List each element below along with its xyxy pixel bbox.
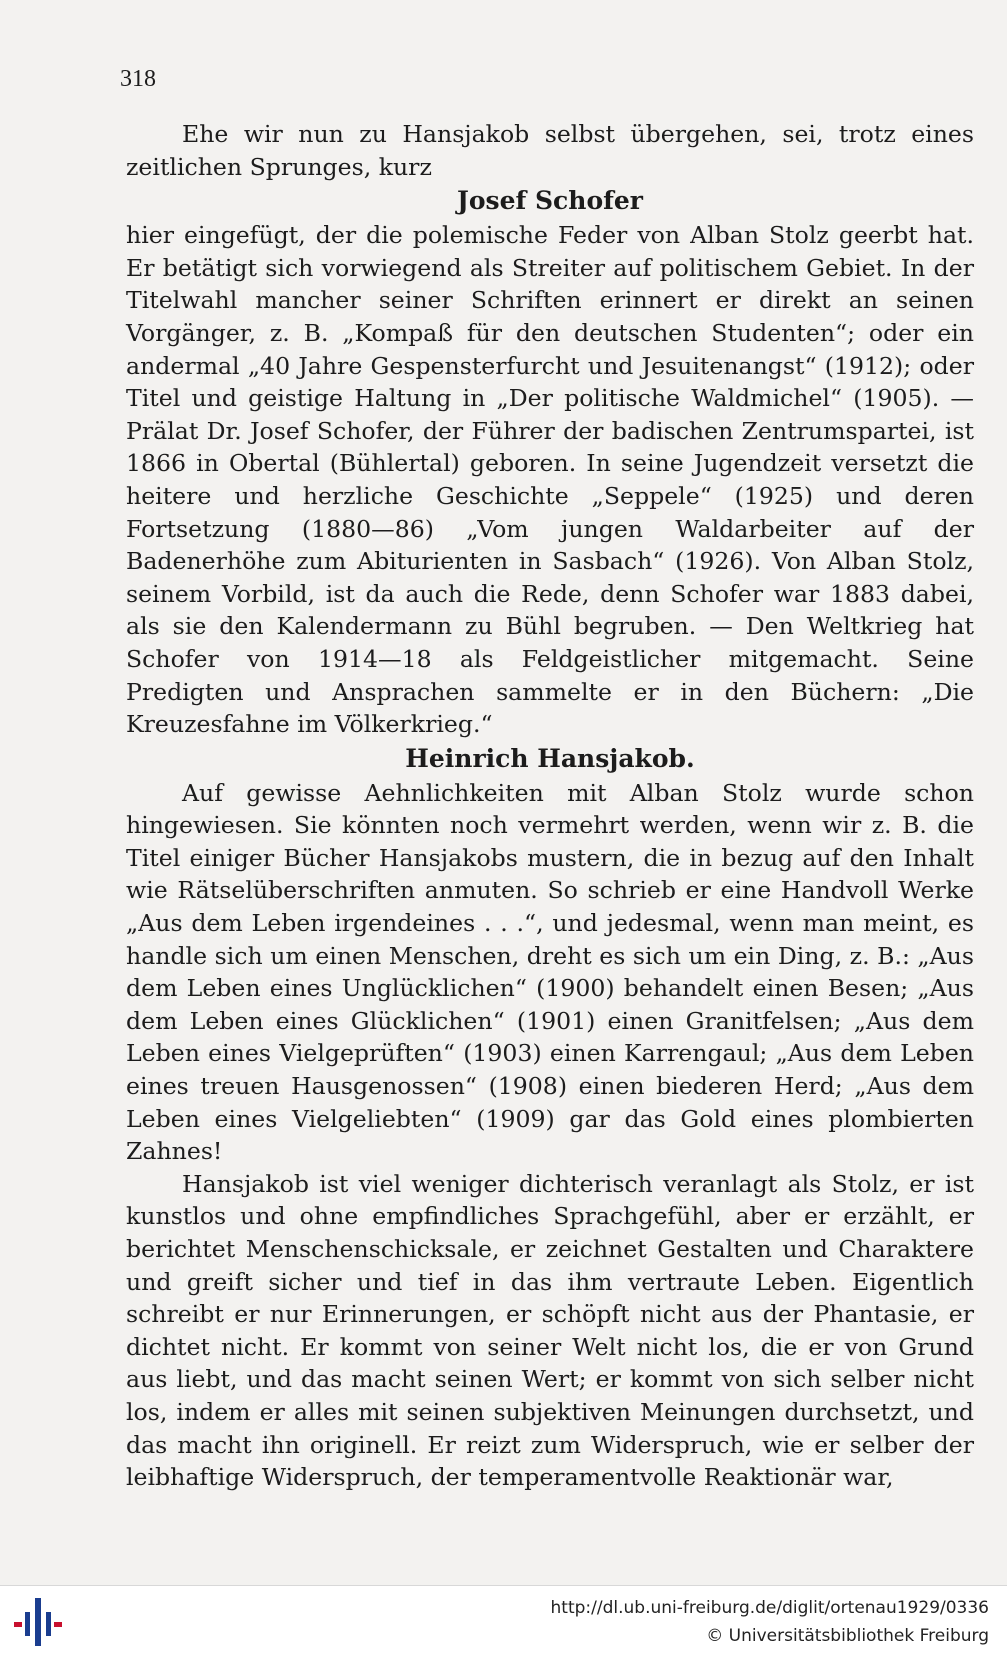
page-body [126, 118, 974, 1494]
section-heading-schofer: Josef Schofer [457, 186, 643, 216]
library-footer [0, 1585, 1007, 1657]
paragraph-hansjakob-style: Hansjakob ist viel weniger dichterisch veranlagt als Stolz, er ist kunstlos und ohne empfindliches Sprachgefühl, aber er erzählt, er berichtet Menschenschicksale, er zeichnet Gestalten und Charaktere und greift sicher und tief in das ihm vertraute Leben. Eigentlich schreibt er nur Erinnerungen, er schöpft nicht aus der Phantasie, er dichtet nicht. Er kommt von seiner Welt nicht los, die er von Grund aus liebt, und das macht seinen Wert; er kommt von sich selber nicht los, indem er alles mit seinen subjektiven Meinungen durchsetzt, und das macht ihn originell. Er reizt zum Widerspruch, wie er selber der leibhaftige Widerspruch, der temperamentvolle Reaktionär war, [126, 1169, 974, 1492]
page-number: 318 [120, 66, 156, 92]
copyright-notice: © Universitätsbibliothek Freiburg [706, 1626, 989, 1646]
section-heading-hansjakob: Heinrich Hansjakob. [405, 743, 695, 773]
library-logo-icon [8, 1594, 68, 1650]
paragraph-intro: Ehe wir nun zu Hansjakob selbst übergehen, sei, trotz eines zeitlichen Sprunges, kurz [126, 120, 974, 181]
paragraph-schofer: hier eingefügt, der die polemische Feder von Alban Stolz geerbt hat. Er betätigt sich vorwiegend als Streiter auf politischem Gebiet. In der Titelwahl mancher seiner Schriften erinnert er direkt an seinen Vorgänger, z. B. „Kompaß für den deutschen Studenten“; oder ein andermal „40 Jahre Gespensterfurcht und Jesuitenangst“ (1912); oder Titel und geistige Haltung in „Der politische Waldmichel“ (1905). — Prälat Dr. Josef Schofer, der Führer der badischen Zentrumspartei, ist 1866 in Obertal (Bühlertal) geboren. In seine Jugendzeit versetzt die heitere und herzliche Geschichte „Seppele“ (1925) und deren Fortsetzung (1880—86) „Vom jungen Waldarbeiter auf der Badenerhöhe zum Abiturienten in Sasbach“ (1926). Von Alban Stolz, seinem Vorbild, ist da auch die Rede, denn Schofer war 1883 dabei, als sie den Kalendermann zu Bühl begruben. — Den Weltkrieg hat Schofer von 1914—18 als Feldgeistlicher mitgemacht. Seine Predigten und Ansprachen sammelte er in den Büchern: „Die Kreuzesfahne im Völkerkrieg.“ [126, 221, 974, 739]
source-url-link[interactable]: http://dl.ub.uni-freiburg.de/diglit/ortenau1929/0336 [550, 1598, 989, 1618]
paragraph-hansjakob-titles: Auf gewisse Aehnlichkeiten mit Alban Stolz wurde schon hingewiesen. Sie könnten noch vermehrt werden, wenn wir z. B. die Titel einiger Bücher Hansjakobs mustern, die in bezug auf den Inhalt wie Rätselüberschriften anmuten. So schrieb er eine Handvoll Werke „Aus dem Leben irgendeines . . .“, und jedesmal, wenn man meint, es handle sich um einen Menschen, dreht es sich um ein Ding, z. B.: „Aus dem Leben eines Unglücklichen“ (1900) behandelt einen Besen; „Aus dem Leben eines Glücklichen“ (1901) einen Granitfelsen; „Aus dem Leben eines Vielgeprüften“ (1903) einen Karrengaul; „Aus dem Leben eines treuen Hausgenossen“ (1908) einen biederen Herd; „Aus dem Leben eines Vielgeliebten“ (1909) gar das Gold eines plombierten Zahnes! [126, 778, 974, 1166]
